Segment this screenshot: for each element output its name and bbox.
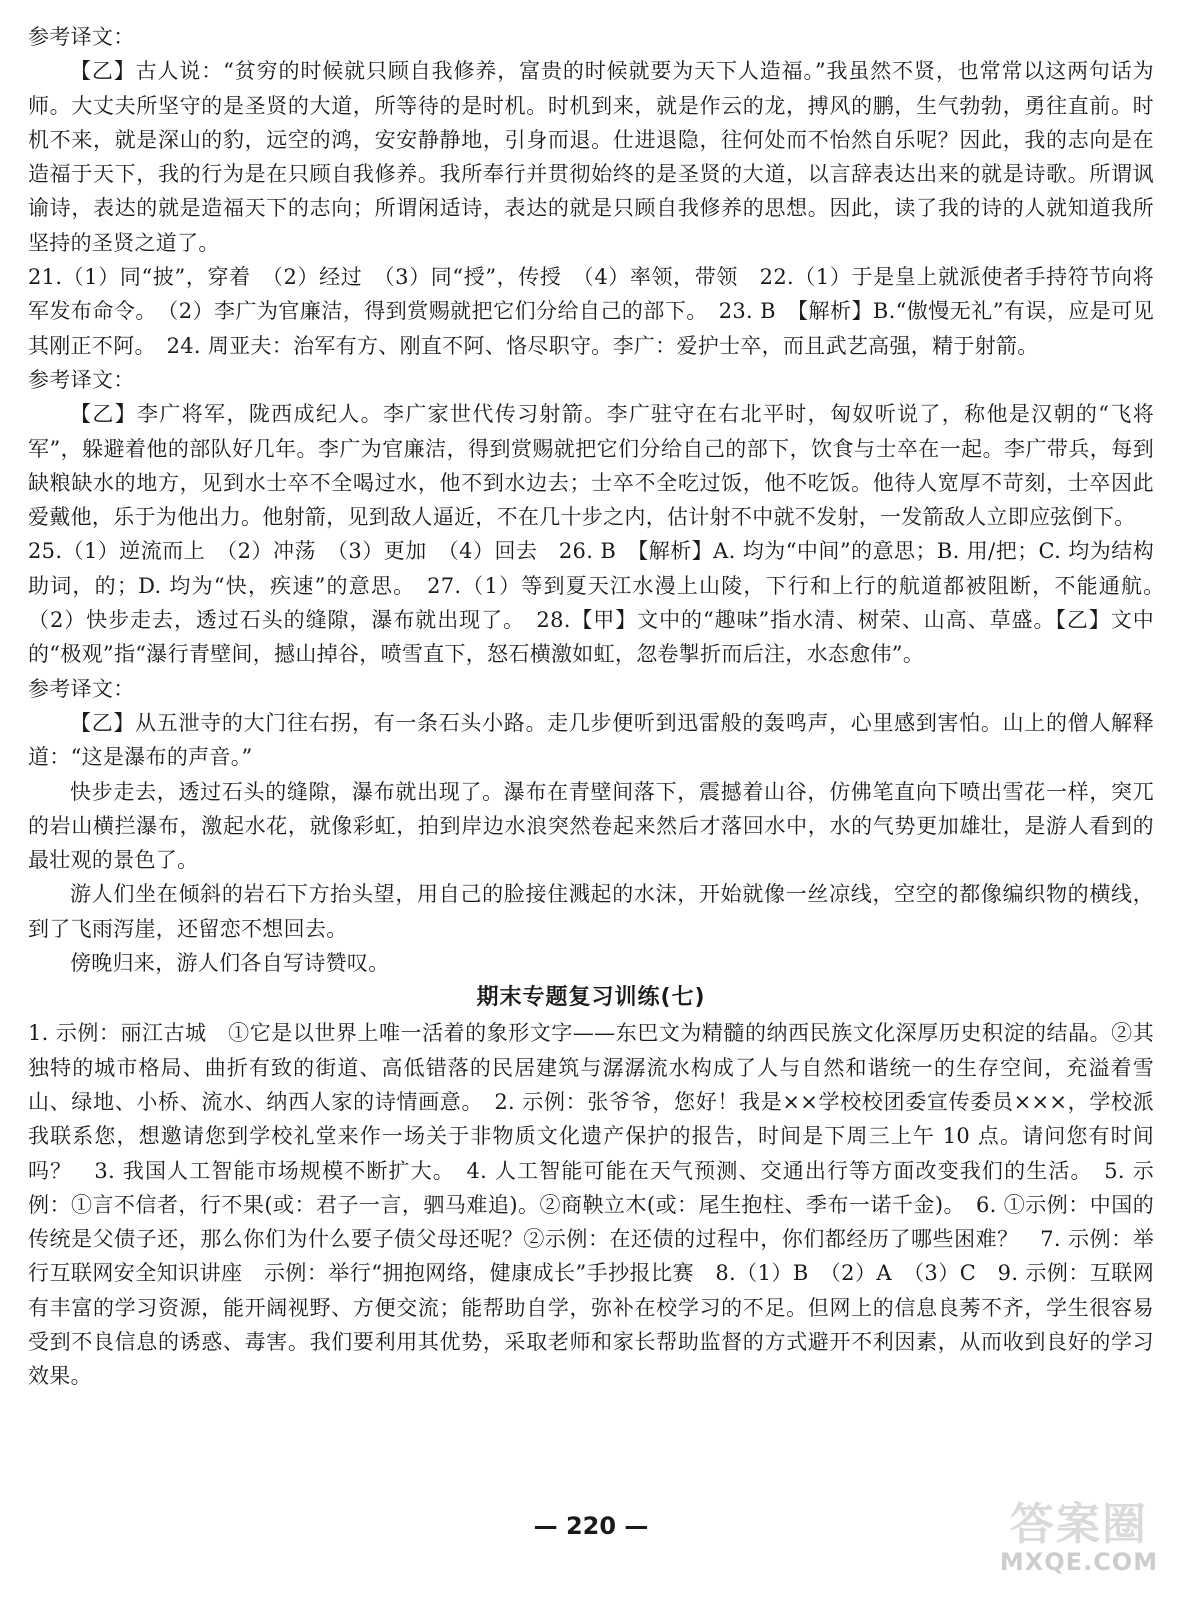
section-title: 期末专题复习训练(七) (476, 985, 706, 1011)
watermark-top: 答案圈 (1010, 1499, 1148, 1550)
b4: 【乙】李广将军，陇西成纪人。李广家世代传习射箭。李广驻守在右北平时，匈奴听说了，称他是汉朝的“飞将军”，躲避着他的部队好几年。李广为官廉洁，得到赏赐就把它们分给自己的部下，饮食与士卒在一起。李广带兵，每到缺粮缺水的地方，见到水士卒不全喝过水，他不到水边去；士卒不全吃过饭，他不吃饭。他待人宽厚不苛刻，士卒因此爱戴他，乐于为他出力。他射箭，见到敌人逼近，不在几十步之内，估计射不中就不发射，一发箭敌人立即应弦倒下。 (28, 402, 1154, 530)
b7: 【乙】从五泄寺的大门往右拐，有一条石头小路。走几步便听到迅雷般的轰鸣声，心里感到害怕。山上的僧人解释道：“这是瀑布的声音。” (28, 710, 1154, 770)
b8: 快步走去，透过石头的缝隙，瀑布就出现了。瀑布在青壁间落下，震撼着山谷，仿佛笔直向下喷出雪花一样，突兀的岩山横拦瀑布，激起水花，就像彩虹，拍到岸边水浪突然卷起来然后才落回水中，水的气势更加雄壮，是游人看到的最壮观的景色了。 (28, 779, 1154, 873)
b12: 1. 示例：丽江古城 ①它是以世界上唯一活着的象形文字——东巴文为精髓的纳西民族文化深厚历史积淀的结晶。②其独特的城市格局、曲折有致的街道、高低错落的民居建筑与潺潺流水构成了人与自然和谐统一的生存空间，充溢着雪山、绿地、小桥、流水、纳西人家的诗情画意。 2. 示例：张爷爷，您好！我是××学校校团委宣传委员×××，学校派我联系您，想邀请您到学校礼堂来作一场关于非物质文化遗产保护的报告，时间是下周三上午 10 点。请问您有时间吗？ 3. 我国人工智能市场规模不断扩大。 4. 人工智能可能在天气预测、交通出行等方面改变我们的生活。 5. 示例：①言不信者，行不果(或：君子一言，驷马难追)。②商鞅立木(或：尾生抱柱、季布一诺千金)。 6. ①示例：中国的传统是父债子还，那么你们为什么要子债父母还呢？②示例：在还债的过程中，你们都经历了哪些困难？ 7. 示例：举行互联网安全知识讲座 示例：举行“拥抱网络，健康成长”手抄报比赛 8.（1）B （2）A （3）C 9. 示例：互联网有丰富的学习资源，能开阔视野、方便交流；能帮助自学，弥补在校学习的不足。但网上的信息良莠不齐，学生很容易受到不良信息的诱惑、毒害。我们要利用其优势，采取老师和家长帮助监督的方式避开不利因素，从而收到良好的学习效果。 (28, 1021, 1154, 1389)
b0: 参考译文： (28, 25, 135, 49)
b1: 【乙】古人说：“贫穷的时候就只顾自我修养，富贵的时候就要为天下人造福。”我虽然不贤，也常常以这两句话为师。大丈夫所坚守的是圣贤的大道，所等待的是时机。时机到来，就是作云的龙，搏风的鹏，生气勃勃，勇往直前。时机不来，就是深山的豹，远空的鸿，安安静静地，引身而退。仕进退隐，往何处而不怡然自乐呢？因此，我的志向是在造福于天下，我的行为是在只顾自我修养。我所奉行并贯彻始终的是圣贤的大道，以言辞表达出来的就是诗歌。所谓讽谕诗，表达的就是造福天下的志向；所谓闲适诗，表达的就是只顾自我修养的思想。因此，读了我的诗的人就知道我所坚持的圣贤之道了。 (28, 59, 1154, 255)
watermark-bottom: MXQE.COM (999, 1548, 1159, 1576)
b2: 21.（1）同“披”，穿着 （2）经过 （3）同“授”，传授 （4）率领，带领 22.（1）于是皇上就派使者手持符节向将军发布命令。 （2）李广为官廉洁，得到赏赐就把它们分给自己的部下。 23. B 【解析】B.“傲慢无礼”有误，应是可见其刚正不阿。 24. 周亚夫：治军有方、刚直不阿、恪尽职守。李广：爱护士卒，而且武艺高强，精于射箭。 (28, 265, 1154, 358)
watermark-logo (994, 1488, 1164, 1588)
b9: 游人们坐在倾斜的岩石下方抬头望，用自己的脸接住溅起的水沫，开始就像一丝凉线，空空的都像编织物的横线，到了飞雨泻崖，还留恋不想回去。 (28, 882, 1154, 941)
page-number: — 220 — (533, 1512, 649, 1540)
b6: 参考译文： (28, 676, 135, 701)
b5: 25.（1）逆流而上 （2）冲荡 （3）更加 （4）回去 26. B 【解析】A. 均为“中间”的意思；B. 用/把；C. 均为结构助词，的；D. 均为“快，疾速”的意思。 27.（1）等到夏天江水漫上山陵，下行和上行的航道都被阻断，不能通航。 （2）快步走去，透过石头的缝隙，瀑布就出现了。 28.【甲】文中的“趣味”指水清、树荣、山高、草盛。【乙】文中的“极观”指“瀑行青壁间，撼山掉谷，喷雪直下，怒石横激如虹，忽卷掣折而后注，水态愈伟”。 (28, 539, 1176, 667)
b3: 参考译文： (28, 367, 135, 392)
b10: 傍晚归来，游人们各自写诗赞叹。 (70, 951, 390, 976)
